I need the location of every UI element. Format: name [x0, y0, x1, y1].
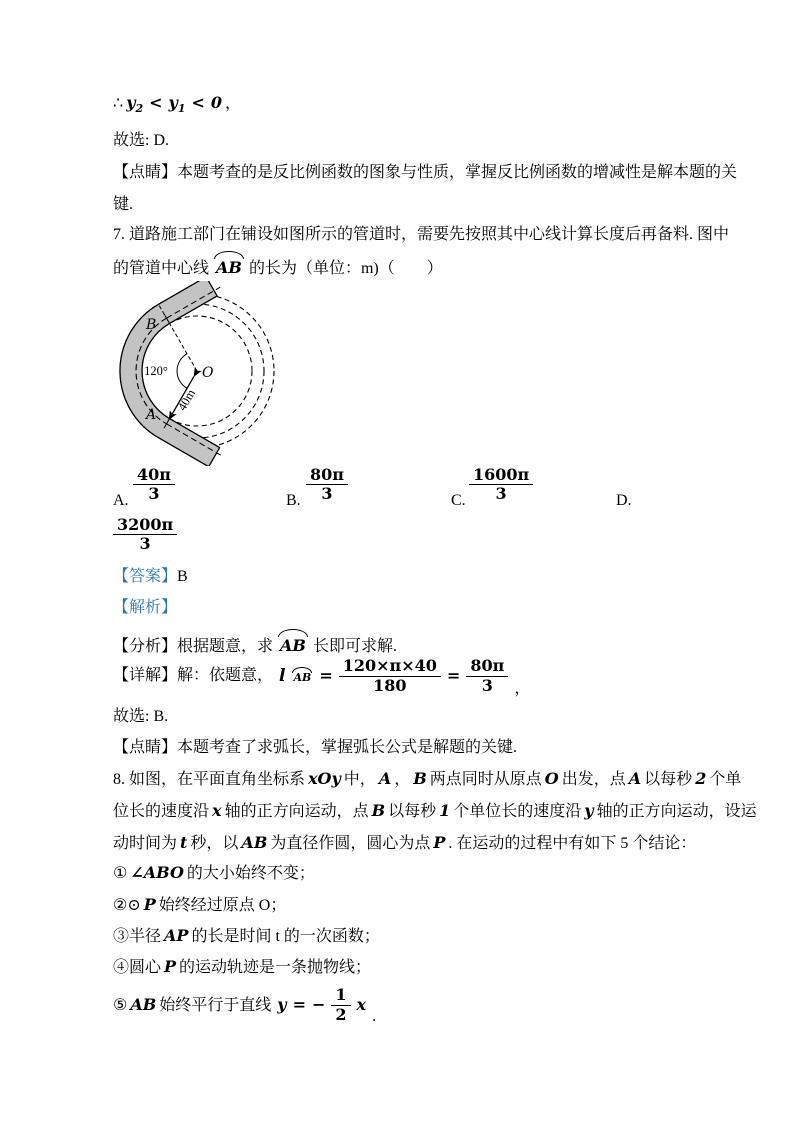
q8-item-2: ②⊙ P 始终经过原点 O； [113, 895, 287, 914]
option-d-fraction: $\frac{3200\pi}{3}$ [113, 516, 177, 554]
option-b-label: B. [286, 492, 301, 509]
q8-item5-tail: . [372, 1008, 377, 1026]
equals-sign-1: = [319, 666, 333, 686]
equals-sign-2: = [446, 666, 461, 686]
q7-fenxi-line: 【分析】根据题意，求 AB 长即可求解. [113, 628, 397, 658]
choose-d-line: 故选: D. [113, 132, 170, 149]
answer-line [113, 566, 188, 588]
analysis-tag: 【解析】 [113, 599, 178, 616]
line-equation-equals: = [292, 995, 306, 1015]
q7-detail-line [113, 652, 530, 700]
formula-tail: ， [514, 680, 531, 698]
point-a-label: A [146, 407, 157, 423]
line-equation-rhs: x [356, 995, 367, 1015]
q8-item-4: ④圆心 P 的运动轨迹是一条抛物线； [113, 957, 372, 976]
pipe-figure-svg [110, 281, 290, 466]
detail-prefix: 【详解】解：依题意， [113, 667, 274, 685]
option-a-fraction: $\frac{40\pi}{3}$ [133, 466, 175, 504]
q8-stem-line1: 8. 如图，在平面直角坐标系 xOy 中， A ， B 两点同时从原点 O 出发，点 A 以每秒 2 个单 [113, 769, 742, 788]
q8-item5-prefix: ⑤ AB 始终平行于直线 [113, 994, 272, 1014]
option-c-label: C. [451, 492, 466, 509]
formula-lhs-subscript: AB [291, 666, 313, 686]
q8-stem-line3: 动时间为 t 秒，以 AB 为直径作圆，圆心为点 P . 在运动的过程中有如下 5 个结论： [113, 833, 697, 852]
q7-stem-line2: 的管道中心线 AB 的长为（单位：m)（ ） [113, 250, 443, 280]
option-c-fraction: $\frac{1600\pi}{3}$ [469, 466, 533, 504]
line-equation-minus: − [312, 995, 326, 1015]
pipe-figure [110, 281, 290, 466]
q7-note-line: 【点睛】本题考查了求弧长，掌握弧长公式是解题的关键. [113, 739, 518, 756]
q8-item-3: ③半径 AP 的长是时间 t 的一次函数； [113, 926, 380, 945]
answer-value: B [177, 568, 188, 585]
q6-note-line2: 键. [113, 196, 134, 213]
radius-value-label: 40m [174, 386, 199, 414]
angle-value-label: 120° [144, 364, 168, 378]
q7-stem-line1: 7. 道路施工部门在铺设如图所示的管道时，需要先按照其中心线计算长度后再备料. 图中 [113, 226, 730, 243]
angle-arc [177, 354, 187, 389]
q6-note-line1: 【点睛】本题考查的是反比例函数的图象与性质，掌握反比例函数的增减性是解本题的关 [113, 164, 738, 181]
formula-fraction-1: $\frac{120\times\pi\times 40}{180}$ [339, 657, 441, 695]
center-o-label: O [202, 365, 214, 381]
formula-lhs: l [279, 665, 286, 686]
option-d-label: D. [616, 492, 632, 509]
q8-stem-line2: 位长的速度沿 x 轴的正方向运动，点 B 以每秒 1 个单位长的速度沿 y 轴的正方向运动，设运 [113, 801, 757, 820]
formula-fraction-2: $\frac{80\pi}{3}$ [466, 657, 508, 695]
option-b-fraction: $\frac{80\pi}{3}$ [306, 466, 348, 504]
line-equation-lhs: y [277, 995, 287, 1015]
q8-item-5 [113, 982, 376, 1028]
q8-item-1: ① ∠ABO 的大小始终不变； [113, 863, 315, 882]
answer-tag: 【答案】 [113, 568, 178, 585]
choose-b-line: 故选: B. [113, 708, 169, 725]
point-b-label: B [146, 317, 157, 333]
option-a-label: A. [113, 492, 129, 509]
conclusion-expression-line: ∴ $y_2 < y_1 < 0$ ， [113, 93, 242, 116]
line-equation-fraction: $\frac{1}{2}$ [331, 986, 350, 1024]
